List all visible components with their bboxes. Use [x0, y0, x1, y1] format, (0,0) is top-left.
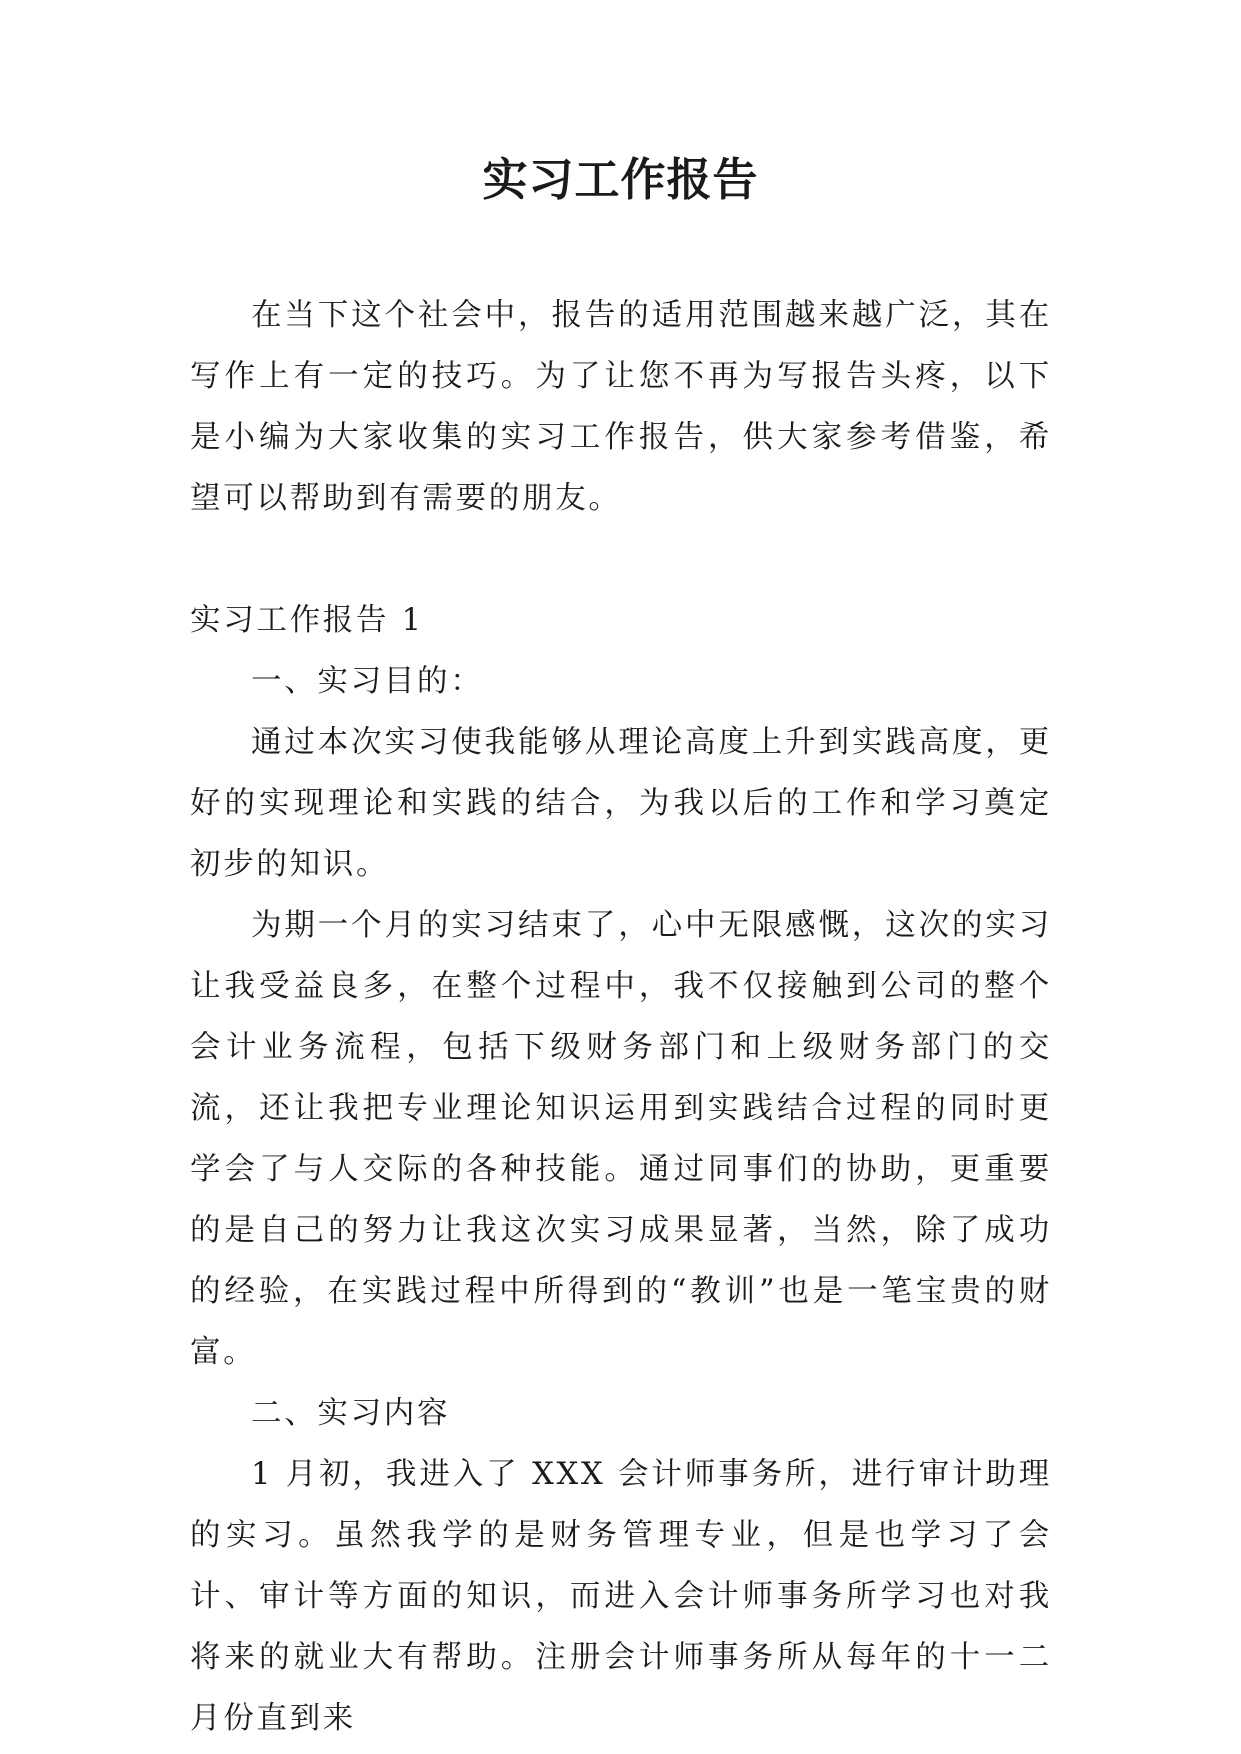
document-title: 实习工作报告 — [482, 153, 759, 206]
paragraph-reflection: 为期一个月的实习结束了，心中无限感慨，这次的实习让我受益良多，在整个过程中，我不仅接触到公司的整个会计业务流程，包括下级财务部门和上级财务部门的交流，还让我把专业理论知识运用到实践结合过程的同时更学会了与人交际的各种技能。通过同事们的协助，更重要的是自己的努力让我这次实习成果显著，当然，除了成功的经验，在实践过程中所得到的“教训”也是一笔宝贵的财富。 — [190, 908, 1052, 1370]
document-body — [190, 285, 1052, 1749]
section-heading: 实习工作报告 1 — [190, 603, 424, 638]
intro-paragraph: 在当下这个社会中，报告的适用范围越来越广泛，其在写作上有一定的技巧。为了让您不再为写报告头疼，以下是小编为大家收集的实习工作报告，供大家参考借鉴，希望可以帮助到有需要的朋友。 — [190, 298, 1052, 516]
paragraph-purpose: 通过本次实习使我能够从理论高度上升到实践高度，更好的实现理论和实践的结合，为我以后的工作和学习奠定初步的知识。 — [190, 725, 1052, 882]
heading-purpose: 一、实习目的： — [251, 664, 484, 699]
heading-content: 二、实习内容 — [251, 1396, 451, 1431]
paragraph-content: 1 月初，我进入了 XXX 会计师事务所，进行审计助理的实习。虽然我学的是财务管理专业，但是也学习了会计、审计等方面的知识，而进入会计师事务所学习也对我将来的就业大有帮助。注册会计师事务所从每年的十一二月份直到来 — [190, 1457, 1052, 1736]
